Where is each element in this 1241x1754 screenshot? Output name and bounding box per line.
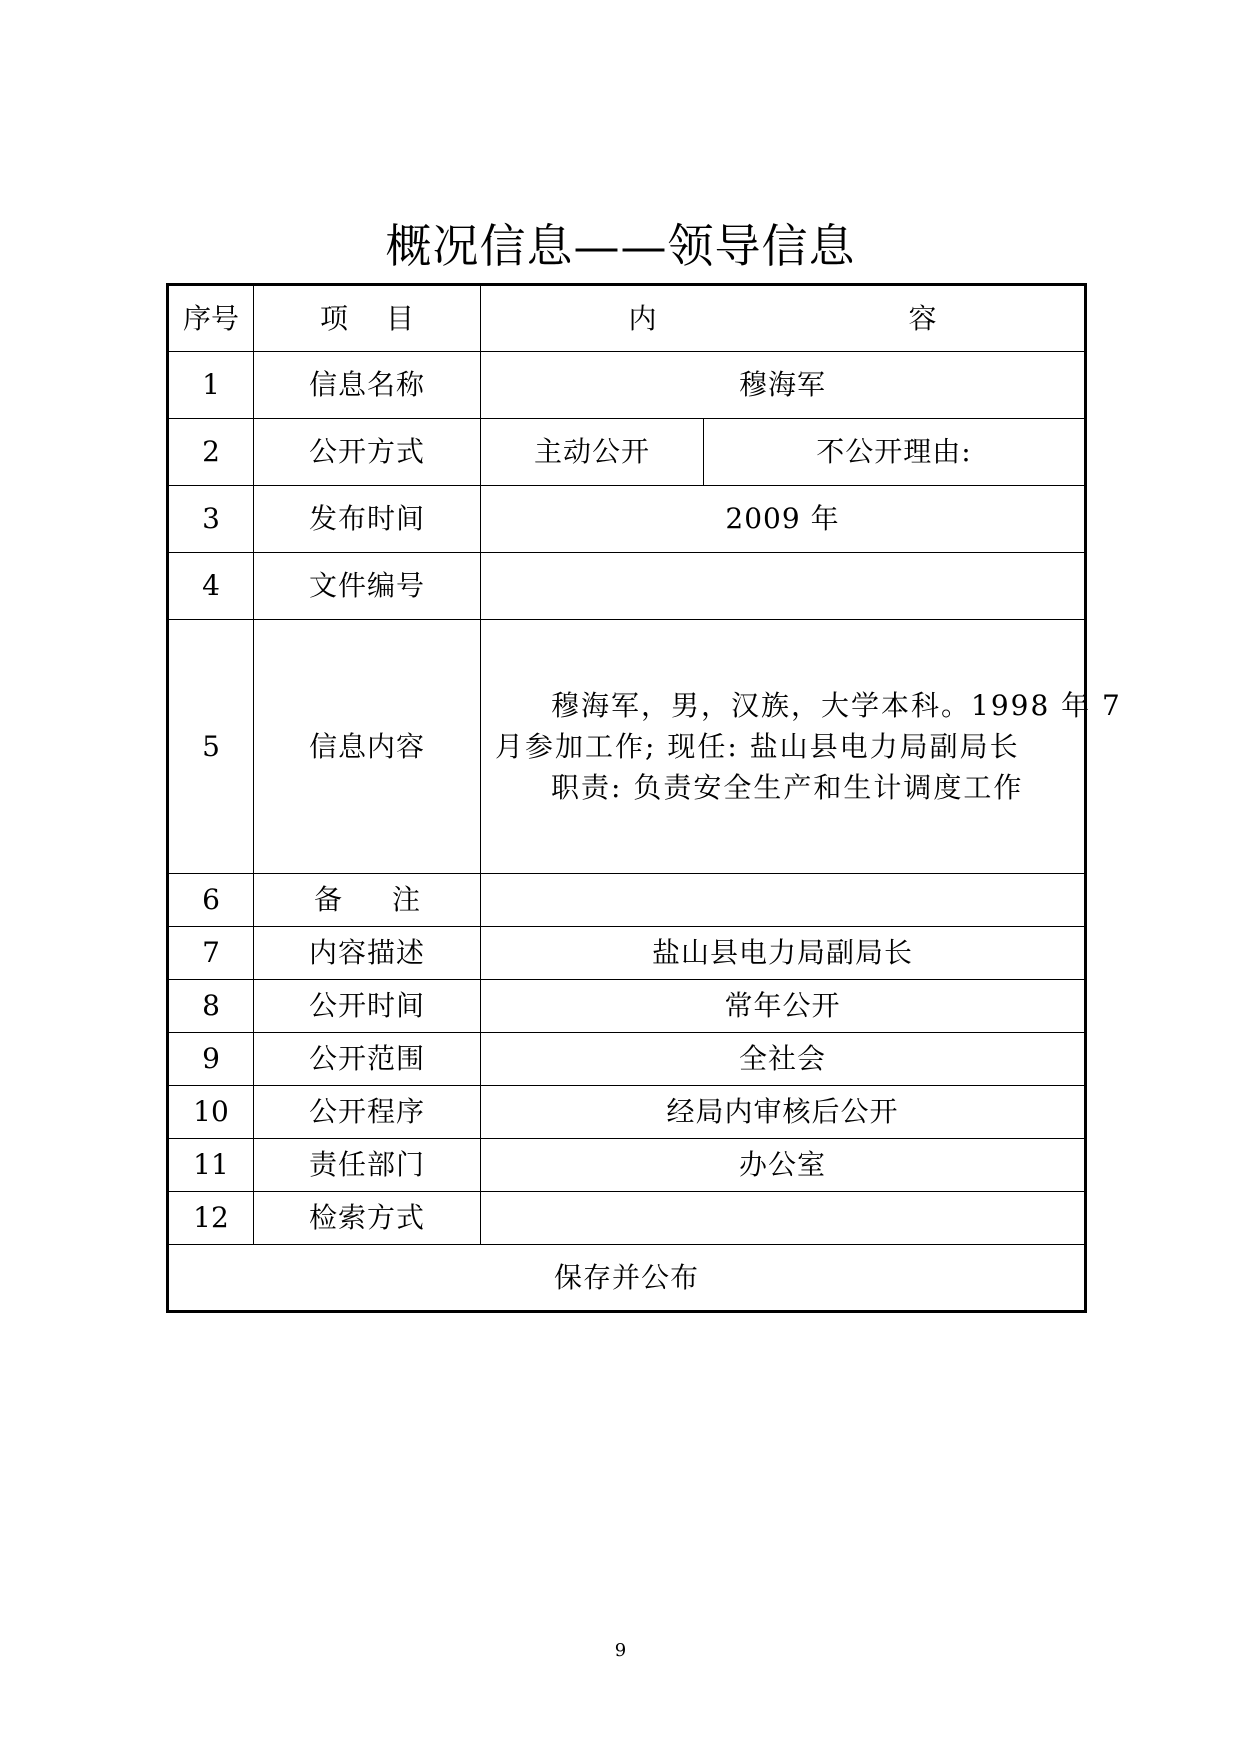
row-no: 3 <box>168 486 254 553</box>
row-no: 9 <box>168 1033 254 1086</box>
page-number: 9 <box>614 1640 627 1661</box>
table-row <box>168 980 1086 1033</box>
description-line: 职责: 负责安全生产和生计调度工作 <box>551 771 1024 804</box>
row-item: 文件编号 <box>254 553 481 620</box>
row-no: 10 <box>168 1086 254 1139</box>
row-item: 信息名称 <box>254 352 481 419</box>
row-value: 常年公开 <box>481 980 1086 1033</box>
row-value: 主动公开 <box>481 419 704 486</box>
header-content-part1: 内 <box>628 301 657 335</box>
row-value <box>481 1192 1086 1245</box>
table-row <box>168 486 1086 553</box>
row-value: 2009 年 <box>481 486 1086 553</box>
table-row <box>168 553 1086 620</box>
row-item-part2: 注 <box>392 883 421 916</box>
table-row <box>168 1086 1086 1139</box>
page-title: 概况信息——领导信息 <box>385 219 856 273</box>
info-table <box>166 283 1122 1313</box>
row-no: 12 <box>168 1192 254 1245</box>
row-no: 6 <box>168 874 254 927</box>
row-item: 公开范围 <box>254 1033 481 1086</box>
row-item <box>254 874 481 927</box>
header-item-part1: 项 <box>319 301 348 335</box>
table-header-row <box>168 285 1086 352</box>
header-content-part2: 容 <box>908 301 937 335</box>
description-line: 月参加工作; 现任: 盐山县电力局副局长 <box>495 730 1020 763</box>
table-row <box>168 1192 1086 1245</box>
row-no: 11 <box>168 1139 254 1192</box>
row-item: 内容描述 <box>254 927 481 980</box>
table-row <box>168 927 1086 980</box>
row-item: 公开程序 <box>254 1086 481 1139</box>
row-description <box>481 620 1122 874</box>
row-reason-label: 不公开理由: <box>704 419 1086 486</box>
row-item: 信息内容 <box>254 620 481 874</box>
row-item: 公开方式 <box>254 419 481 486</box>
row-value: 经局内审核后公开 <box>481 1086 1086 1139</box>
row-no: 4 <box>168 553 254 620</box>
row-value <box>481 553 1086 620</box>
table-row <box>168 352 1086 419</box>
header-item <box>254 285 481 352</box>
header-item-part2: 目 <box>386 301 415 335</box>
row-item: 责任部门 <box>254 1139 481 1192</box>
row-value: 全社会 <box>481 1033 1086 1086</box>
row-value: 办公室 <box>481 1139 1086 1192</box>
table-row <box>168 1033 1086 1086</box>
row-no: 2 <box>168 419 254 486</box>
row-no: 5 <box>168 620 254 874</box>
row-item: 检索方式 <box>254 1192 481 1245</box>
save-and-publish: 保存并公布 <box>168 1245 1086 1312</box>
table-row <box>168 1139 1086 1192</box>
description-line: 穆海军，男，汉族，大学本科。1998 年 7 <box>551 689 1122 722</box>
header-no: 序号 <box>168 285 254 352</box>
row-item-part1: 备 <box>313 883 342 916</box>
header-content <box>481 285 1086 352</box>
table-row <box>168 419 1086 486</box>
row-value: 盐山县电力局副局长 <box>481 927 1086 980</box>
row-item: 公开时间 <box>254 980 481 1033</box>
row-no: 7 <box>168 927 254 980</box>
row-value <box>481 874 1086 927</box>
table-row <box>168 620 1086 874</box>
table-row <box>168 874 1086 927</box>
row-item: 发布时间 <box>254 486 481 553</box>
row-no: 1 <box>168 352 254 419</box>
row-value: 穆海军 <box>481 352 1086 419</box>
table-footer-row <box>168 1245 1086 1312</box>
row-no: 8 <box>168 980 254 1033</box>
